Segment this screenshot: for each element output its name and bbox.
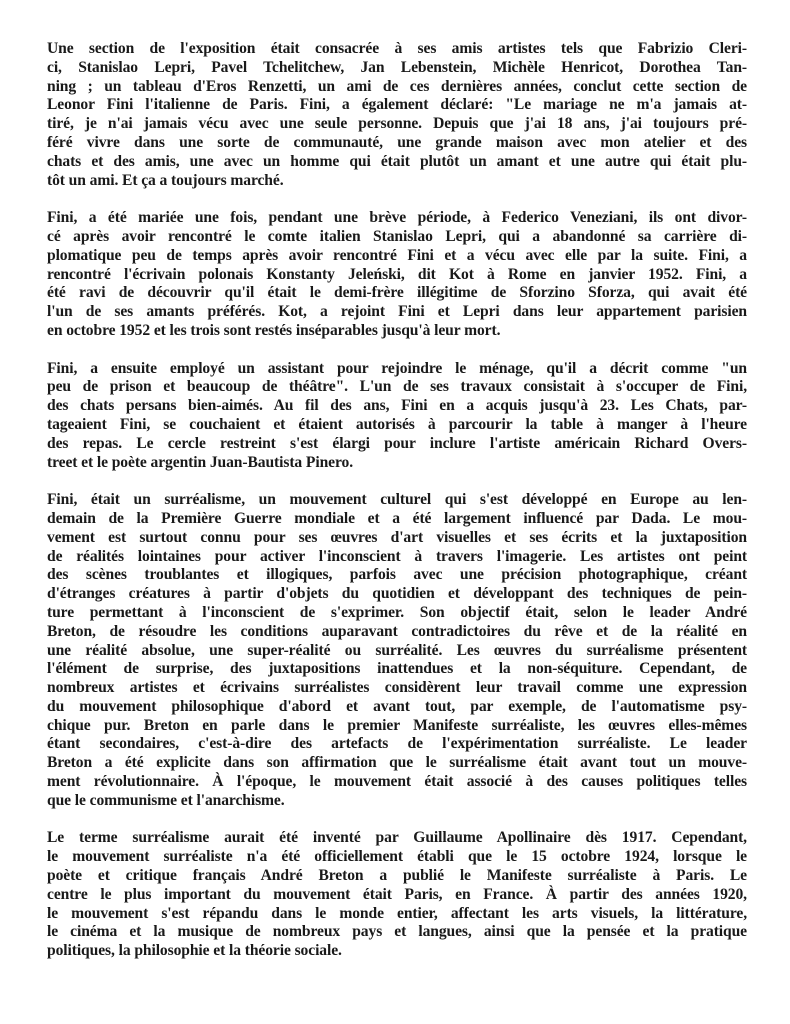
text-line: tageaient Fini, se couchaient et étaient autorisés à parcourir la table à manger à l'heure xyxy=(47,415,747,433)
paragraph xyxy=(47,491,747,811)
text-line: féré vivre dans une sorte de communauté, une grande maison avec mon atelier et des xyxy=(47,133,747,151)
text-line: rencontré l'écrivain polonais Konstanty Jeleński, dit Kot à Rome en janvier 1952. Fini, a xyxy=(47,265,747,283)
text-line: de réalités lointaines pour activer l'inconscient à travers l'imagerie. Les artistes ont peint xyxy=(47,547,747,565)
text-line: cé après avoir rencontré le comte italien Stanislao Lepri, qui a abandonné sa carrière di- xyxy=(47,227,747,245)
text-line: Fini, a été mariée une fois, pendant une brève période, à Federico Veneziani, ils ont divor- xyxy=(47,209,747,227)
paragraph xyxy=(47,209,747,341)
text-line: demain de la Première Guerre mondiale et a été largement influencé par Dada. Le mou- xyxy=(47,509,747,527)
text-line: étant secondaires, c'est-à-dire des artefacts de l'expérimentation surréaliste. Le leader xyxy=(47,735,747,753)
paragraph xyxy=(47,40,747,190)
text-line: Leonor Fini l'italienne de Paris. Fini, a également déclaré: "Le mariage ne m'a jamais at- xyxy=(47,96,747,114)
text-line: ci, Stanislao Lepri, Pavel Tchelitchew, Jan Lebenstein, Michèle Henricot, Dorothea Tan- xyxy=(47,58,747,76)
text-line: chats et des amis, une avec un homme qui était plutôt un amant et une autre qui était plu- xyxy=(47,152,747,170)
text-line: nombreux artistes et écrivains surréalistes considèrent leur travail comme une expression xyxy=(47,679,747,697)
text-line: des chats persans bien-aimés. Au fil des ans, Fini en a acquis jusqu'à 23. Les Chats, par- xyxy=(47,397,747,415)
text-line: chique pur. Breton en parle dans le premier Manifeste surréaliste, les œuvres elles-mêmes xyxy=(47,716,747,734)
text-line: Breton a été explicite dans son affirmation que le surréalisme était avant tout un mouve- xyxy=(47,754,747,772)
text-line: des repas. Le cercle restreint s'est élargi pour inclure l'artiste américain Richard Overs- xyxy=(47,434,747,452)
document-page xyxy=(47,40,747,980)
text-line: Fini, était un surréalisme, un mouvement culturel qui s'est développé en Europe au len- xyxy=(47,491,747,509)
text-line: politiques, la philosophie et la théorie sociale. xyxy=(47,942,342,960)
text-line: été ravi de découvrir qu'il était le demi-frère illégitime de Sforzino Sforza, qui avait été xyxy=(47,284,747,302)
text-line: tôt un ami. Et ça a toujours marché. xyxy=(47,171,284,189)
text-line: Le terme surréalisme aurait été inventé par Guillaume Apollinaire dès 1917. Cependant, xyxy=(47,829,747,847)
text-line: des scènes troublantes et illogiques, parfois avec une précision photographique, créant xyxy=(47,566,747,584)
text-line: d'étranges créatures à partir d'objets du quotidien et développant des techniques de pein- xyxy=(47,585,747,603)
text-line: treet et le poète argentin Juan-Bautista Pinero. xyxy=(47,453,354,471)
text-line: le cinéma et la musique de nombreux pays et langues, ainsi que la pensée et la pratique xyxy=(47,923,747,941)
paragraph xyxy=(47,829,747,961)
text-line: que le communisme et l'anarchisme. xyxy=(47,791,285,809)
text-line: ment révolutionnaire. À l'époque, le mouvement était associé à des causes politiques telles xyxy=(47,773,747,791)
text-line: ture permettant à l'inconscient de s'exprimer. Son objectif était, selon le leader André xyxy=(47,603,747,621)
text-line: poète et critique français André Breton a publié le Manifeste surréaliste à Paris. Le xyxy=(47,867,747,885)
text-line: Breton, de résoudre les conditions auparavant contradictoires du rêve et de la réalité en xyxy=(47,622,747,640)
text-line: une réalité absolue, une super-réalité ou surréalité. Les œuvres du surréalisme présentent xyxy=(47,641,747,659)
text-line: le mouvement surréaliste n'a été officiellement établi que le 15 octobre 1924, lorsque le xyxy=(47,848,747,866)
text-line: centre le plus important du mouvement était Paris, en France. À partir des années 1920, xyxy=(47,885,747,903)
text-line: vement est surtout connu pour ses œuvres d'art visuelles et ses écrits et la juxtaposition xyxy=(47,528,747,546)
text-line: le mouvement s'est répandu dans le monde entier, affectant les arts visuels, la littérature, xyxy=(47,904,747,922)
text-line: l'élément de surprise, des juxtapositions inattendues et la non-séquiture. Cependant, de xyxy=(47,660,747,678)
text-line: l'un de ses amants préférés. Kot, a rejoint Fini et Lepri dans leur appartement parisien xyxy=(47,303,747,321)
text-line: plomatique peu de temps après avoir rencontré Fini et a vécu avec elle par la suite. Fini, a xyxy=(47,246,747,264)
text-line: Une section de l'exposition était consacrée à ses amis artistes tels que Fabrizio Cleri- xyxy=(47,40,747,57)
text-line: tiré, je n'ai jamais vécu avec une seule personne. Depuis que j'ai 18 ans, j'ai toujours pré- xyxy=(47,115,747,133)
text-line: Fini, a ensuite employé un assistant pour rejoindre le ménage, qu'il a décrit comme "un xyxy=(47,359,747,377)
text-line: peu de prison et beaucoup de théâtre". L'un de ses travaux consistait à s'occuper de Fini, xyxy=(47,378,747,396)
text-line: ning ; un tableau d'Eros Renzetti, un ami de ces dernières années, conclut cette section de xyxy=(47,77,747,95)
text-line: du mouvement philosophique d'abord et avant tout, par exemple, de l'automatisme psy- xyxy=(47,697,747,715)
text-line: en octobre 1952 et les trois sont restés inséparables jusqu'à leur mort. xyxy=(47,321,501,339)
paragraph xyxy=(47,360,747,473)
